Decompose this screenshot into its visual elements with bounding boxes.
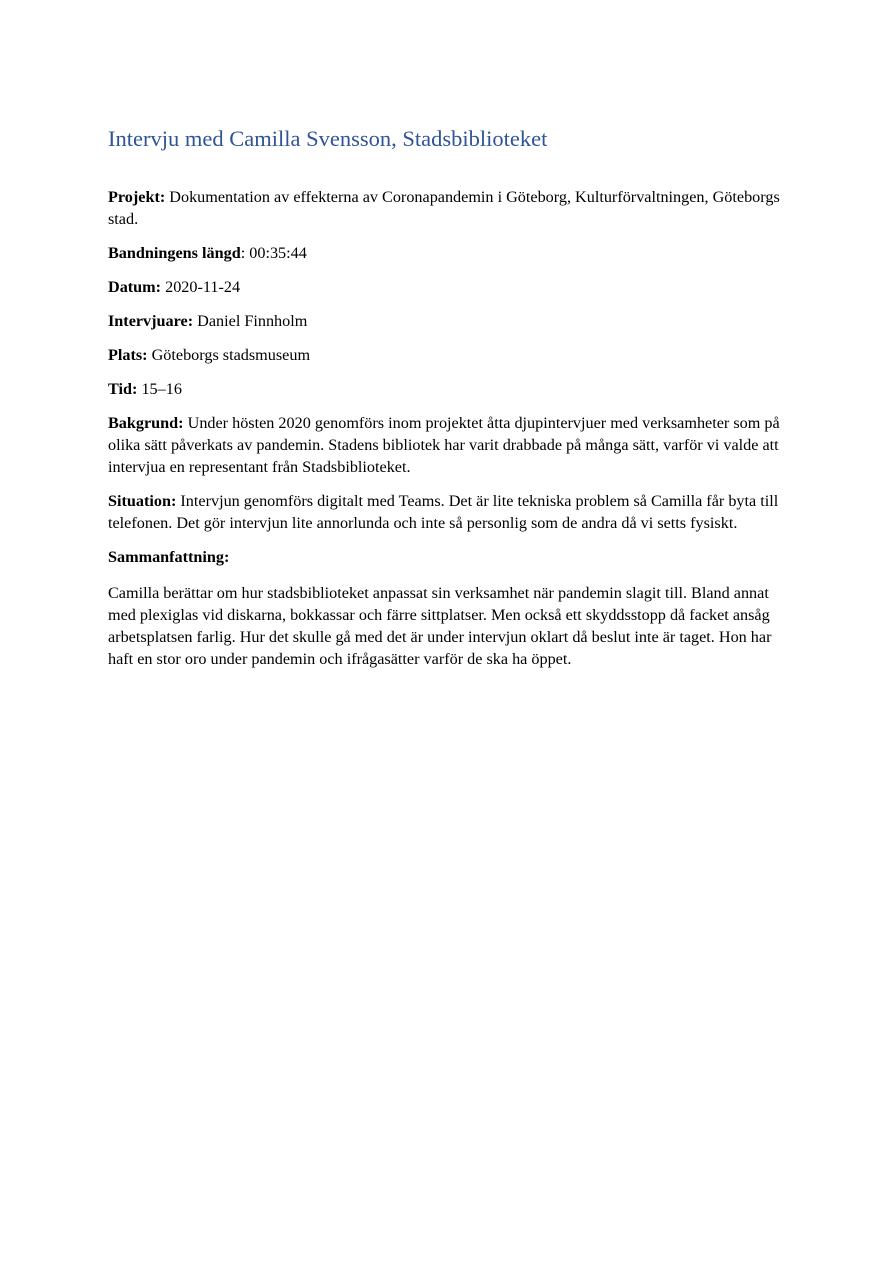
field-label: Datum: — [108, 278, 162, 296]
field-value: Daniel Finnholm — [193, 312, 308, 330]
field-label: Bakgrund: — [108, 414, 184, 432]
field-datum — [108, 276, 788, 298]
field-value: Intervjun genomförs digitalt med Teams. Det är lite tekniska problem så Camilla får byta till telefonen. Det gör intervjun lite annorlunda och inte så personlig som de andra då vi setts fysiskt. — [108, 492, 779, 532]
field-bandningens-langd — [108, 242, 788, 264]
field-intervjuare — [108, 310, 788, 332]
field-label: Intervjuare: — [108, 312, 194, 330]
field-label: Projekt: — [108, 188, 166, 206]
field-plats — [108, 344, 788, 366]
summary-text: Camilla berättar om hur stadsbiblioteket anpassat sin verksamhet när pandemin slagit till. Bland annat med plexiglas vid diskarna, bokkassar och färre sittplatser. Men också ett skyddsstopp då facket ansåg arbetsplatsen farlig. Hur det skulle gå med det är under intervjun oklart då beslut inte är taget. Hon har haft en stor oro under pandemin och ifrågasätter varför de ska ha öppet. — [108, 584, 772, 668]
field-label: Situation: — [108, 492, 177, 510]
field-value: Göteborgs stadsmuseum — [147, 346, 311, 364]
field-situation — [108, 490, 788, 534]
field-value: 2020-11-24 — [161, 278, 241, 296]
field-value: Under hösten 2020 genomförs inom projektet åtta djupintervjuer med verksamheter som på olika sätt påverkats av pandemin. Stadens bibliotek har varit drabbade på många sätt, varför vi valde att intervjua en representant från Stadsbiblioteket. — [108, 414, 780, 476]
document-page — [108, 124, 788, 682]
field-label: Bandningens längd — [108, 244, 241, 262]
document-title: Intervju med Camilla Svensson, Stadsbiblioteket — [108, 126, 548, 151]
field-label: Plats: — [108, 346, 148, 364]
field-bakgrund — [108, 412, 788, 478]
field-label: Tid: — [108, 380, 138, 398]
field-value: Dokumentation av effekterna av Coronapandemin i Göteborg, Kulturförvaltningen, Göteborgs stad. — [108, 188, 780, 228]
field-projekt — [108, 186, 788, 230]
field-value: 15–16 — [137, 380, 182, 398]
summary-heading: Sammanfattning: — [108, 548, 230, 566]
field-value: : 00:35:44 — [240, 244, 307, 262]
field-tid — [108, 378, 788, 400]
